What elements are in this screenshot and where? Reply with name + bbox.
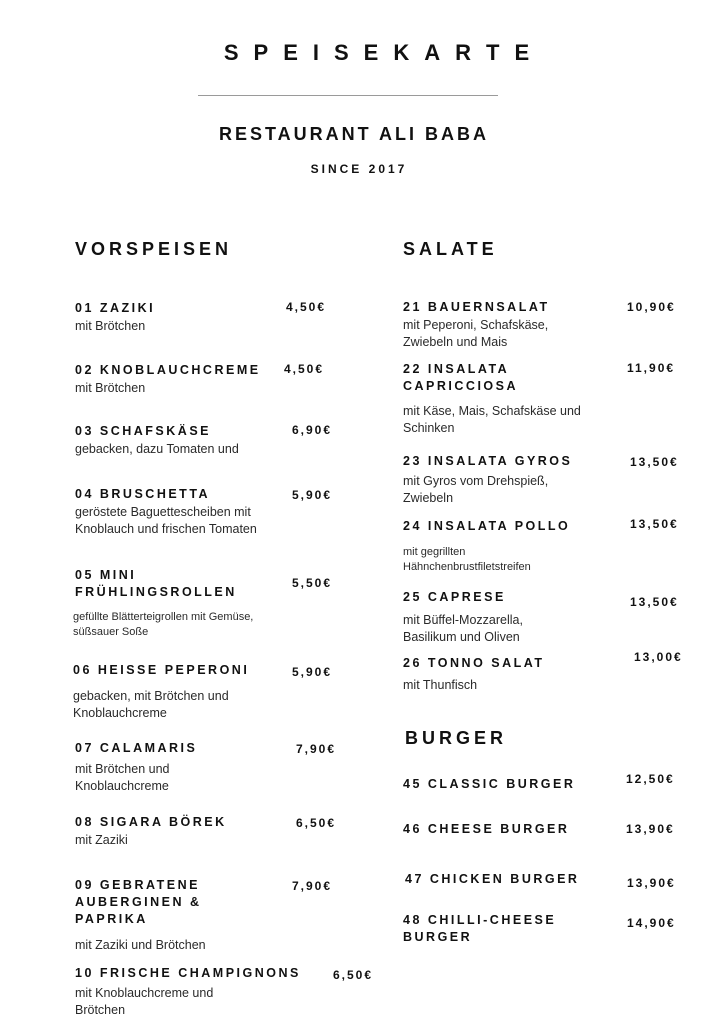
menu-item-description: mit Peperoni, Schafskäse, Zwiebeln und Mais xyxy=(403,318,549,349)
menu-item-name: 47 CHICKEN BURGER xyxy=(405,872,580,886)
menu-item-description: mit Brötchen xyxy=(75,381,146,395)
menu-item-name: 09 GEBRATENE AUBERGINEN & PAPRIKA xyxy=(75,878,202,926)
menu-item-name: 06 HEISSE PEPERONI xyxy=(73,663,250,677)
menu-item-price: 4,50€ xyxy=(284,362,325,376)
menu-item-name: 23 INSALATA GYROS xyxy=(403,454,573,468)
restaurant-name: RESTAURANT ALI BABA xyxy=(219,124,489,144)
menu-item-price: 13,50€ xyxy=(630,595,679,609)
menu-item-description: mit Knoblauchcreme und Brötchen xyxy=(75,986,214,1017)
menu-item-price: 14,90€ xyxy=(627,916,676,930)
menu-item-price: 6,50€ xyxy=(333,968,374,982)
menu-item-name: 25 CAPRESE xyxy=(403,590,506,604)
menu-item-name: 08 SIGARA BÖREK xyxy=(75,815,227,829)
menu-item-price: 13,90€ xyxy=(626,822,675,836)
menu-item-name: 24 INSALATA POLLO xyxy=(403,519,571,533)
menu-item-name: 04 BRUSCHETTA xyxy=(75,487,211,501)
menu-item-name: 10 FRISCHE CHAMPIGNONS xyxy=(75,966,301,980)
menu-item-description: mit Thunfisch xyxy=(403,678,478,692)
menu-item-description: gefüllte Blätterteigrollen mit Gemüse, süßsauer Soße xyxy=(73,611,254,638)
menu-item-name: 48 CHILLI-CHEESE BURGER xyxy=(403,913,557,944)
menu-item-description: mit Zaziki xyxy=(75,833,128,847)
menu-item-price: 10,90€ xyxy=(627,300,676,314)
menu-item-price: 13,50€ xyxy=(630,517,679,531)
menu-item-description: mit Brötchen xyxy=(75,319,146,333)
menu-item-price: 13,50€ xyxy=(630,455,679,469)
menu-item-price: 6,90€ xyxy=(292,423,333,437)
section-title-vorspeisen: VORSPEISEN xyxy=(75,239,233,259)
menu-item-name: 02 KNOBLAUCHCREME xyxy=(75,363,261,377)
menu-item-price: 13,00€ xyxy=(634,650,683,664)
menu-item-name: 07 CALAMARIS xyxy=(75,741,198,755)
menu-item-name: 01 ZAZIKI xyxy=(75,301,156,315)
menu-item-name: 45 CLASSIC BURGER xyxy=(403,777,576,791)
menu-item-description: mit Käse, Mais, Schafskäse und Schinken xyxy=(403,404,581,435)
menu-item-description: mit Büffel-Mozzarella, Basilikum und Oliven xyxy=(403,613,523,644)
menu-item-description: gebacken, dazu Tomaten und xyxy=(75,442,239,456)
since-label: SINCE 2017 xyxy=(310,162,408,176)
menu-title: SPEISEKARTE xyxy=(223,40,545,65)
menu-item-price: 7,90€ xyxy=(296,742,337,756)
menu-item-price: 5,90€ xyxy=(292,665,333,679)
menu-item-name: 22 INSALATA CAPRICCIOSA xyxy=(403,362,519,393)
header-divider xyxy=(198,95,498,96)
menu-item-description: geröstete Baguettescheiben mit Knoblauch und frischen Tomaten xyxy=(75,505,257,536)
menu-item-price: 7,90€ xyxy=(292,879,333,893)
menu-item-price: 13,90€ xyxy=(627,876,676,890)
menu-item-name: 26 TONNO SALAT xyxy=(403,656,545,670)
menu-item-price: 4,50€ xyxy=(286,300,327,314)
menu-item-description: mit Zaziki und Brötchen xyxy=(75,938,206,952)
menu-item-description: mit Brötchen und Knoblauchcreme xyxy=(75,762,170,793)
menu-item-price: 12,50€ xyxy=(626,772,675,786)
menu-item-name: 03 SCHAFSKÄSE xyxy=(75,424,211,438)
menu-item-name: 05 MINI FRÜHLINGSROLLEN xyxy=(75,568,237,599)
menu-item-price: 11,90€ xyxy=(627,361,676,375)
menu-item-price: 6,50€ xyxy=(296,816,337,830)
menu-item-description: mit gegrillten Hähnchenbrustfiletstreifen xyxy=(403,546,531,573)
menu-item-name: 46 CHEESE BURGER xyxy=(403,822,570,836)
section-title-burger: BURGER xyxy=(405,728,508,748)
menu-item-description: mit Gyros vom Drehspieß, Zwiebeln xyxy=(403,474,549,505)
menu-item-description: gebacken, mit Brötchen und Knoblauchcreme xyxy=(73,689,229,720)
menu-item-price: 5,50€ xyxy=(292,576,333,590)
section-title-salate: SALATE xyxy=(403,239,498,259)
menu-item-price: 5,90€ xyxy=(292,488,333,502)
menu-item-name: 21 BAUERNSALAT xyxy=(403,300,550,314)
